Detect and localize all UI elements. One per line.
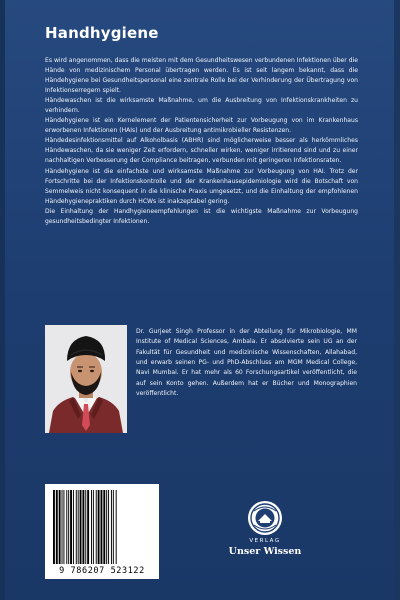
publisher-logo — [225, 500, 305, 570]
blurb-paragraph: Händewaschen ist die wirksamste Maßnahme, um die Ausbreitung von Infektionskrankheiten zu verhindern. — [45, 97, 358, 115]
barcode-bar — [85, 490, 86, 564]
barcode — [45, 484, 159, 579]
barcode-bar — [93, 490, 94, 564]
barcode-bar — [80, 490, 82, 564]
barcode-bar — [73, 490, 74, 564]
spine-edge — [0, 0, 5, 600]
isbn-number: 9 786207 523122 — [59, 566, 145, 576]
barcode-bar — [101, 490, 103, 564]
blurb-paragraph: Händedesinfektionsmittel auf Alkoholbasis (ABHR) sind möglicherweise besser als herkömmliches Händewaschen, da sie weniger Zeit erfordern, schneller wirken, weniger irritierend sind und zu einer nachhaltigen Verbesserung der Compliance beitragen, verbunden mit geringeren Infektionsraten. — [45, 137, 358, 165]
barcode-bar — [108, 490, 109, 564]
barcode-bar — [78, 490, 79, 564]
barcode-bar — [62, 490, 63, 564]
author-portrait-image — [45, 325, 127, 433]
barcode-bar — [53, 490, 55, 564]
barcode-bar — [116, 490, 117, 564]
barcode-bar — [103, 490, 105, 564]
barcode-bar — [70, 490, 72, 564]
barcode-bar — [91, 490, 92, 564]
barcode-bar — [113, 490, 114, 564]
barcode-bar — [96, 490, 97, 564]
barcode-bar — [111, 490, 112, 564]
author-bio: Dr. Gurjeet Singh Professor in der Abteilung für Mikrobiologie, MM Institute of Medical Sciences, Ambala. Er absolvierte sein UG an der Fakultät für Gesundheit und medizinische Wissenschaften, Allahabad, und erwarb seinen PG- und PhD-Abschluss am MGM Medical College, Navi Mumbai. Er hat mehr als 60 Forschungsartikel veröffentlicht, die auf sein Konto gehen. Außerdem hat er Bücher und Monographien veröffentlicht. — [136, 328, 357, 398]
blurb-paragraph: Händehygiene ist die einfachste und wirksamste Maßnahme zur Vorbeugung von HAI. Trotz der Fortschritte bei der Infektionskontrolle und der Krankenhausepidemiologie wird die Botschaft von Semmelweis nicht konsequent in die klinische Praxis umgesetzt, und die Einhaltung der empfohlenen Händehygienepraktiken durch HCWs ist inakzeptabel gering. — [45, 167, 358, 205]
barcode-bars — [45, 484, 159, 566]
publisher-label: VERLAG — [249, 538, 281, 544]
barcode-bar — [59, 490, 61, 564]
page-edge — [394, 0, 400, 600]
barcode-bar — [82, 490, 84, 564]
barcode-bar — [68, 490, 69, 564]
blurb-paragraph: Die Einhaltung der Handhygieneempfehlungen ist die wichtigste Maßnahme zur Vorbeugung gesundheitsbedingter Infektionen. — [45, 207, 358, 225]
barcode-bar — [106, 490, 107, 564]
publisher-emblem-icon — [247, 500, 283, 536]
barcode-bar — [66, 490, 67, 564]
barcode-bar — [56, 490, 58, 564]
book-title: Handhygiene — [45, 24, 159, 42]
barcode-bar — [98, 490, 100, 564]
author-photo — [45, 325, 127, 433]
barcode-bar — [76, 490, 77, 564]
blurb-paragraph: Händehygiene ist ein Kernelement der Patientensicherheit zur Vorbeugung von im Krankenhaus erworbenen Infektionen (HAIs) und der Ausbreitung antimikrobieller Resistenzen. — [45, 117, 358, 135]
barcode-bar — [87, 490, 89, 564]
publisher-name: Unser Wissen — [228, 546, 302, 557]
blurb-paragraph: Es wird angenommen, dass die meisten mit dem Gesundheitswesen verbundenen Infektionen über die Hände von medizinischem Personal übertragen werden. Es ist seit langem bekannt, dass die Händehygiene bei Gesundheitspersonal eine zentrale Rolle bei der Verhinderung der Übertragung von Infektionserregern spielt. — [45, 57, 358, 95]
blurb — [45, 56, 358, 227]
barcode-bar — [63, 490, 64, 564]
